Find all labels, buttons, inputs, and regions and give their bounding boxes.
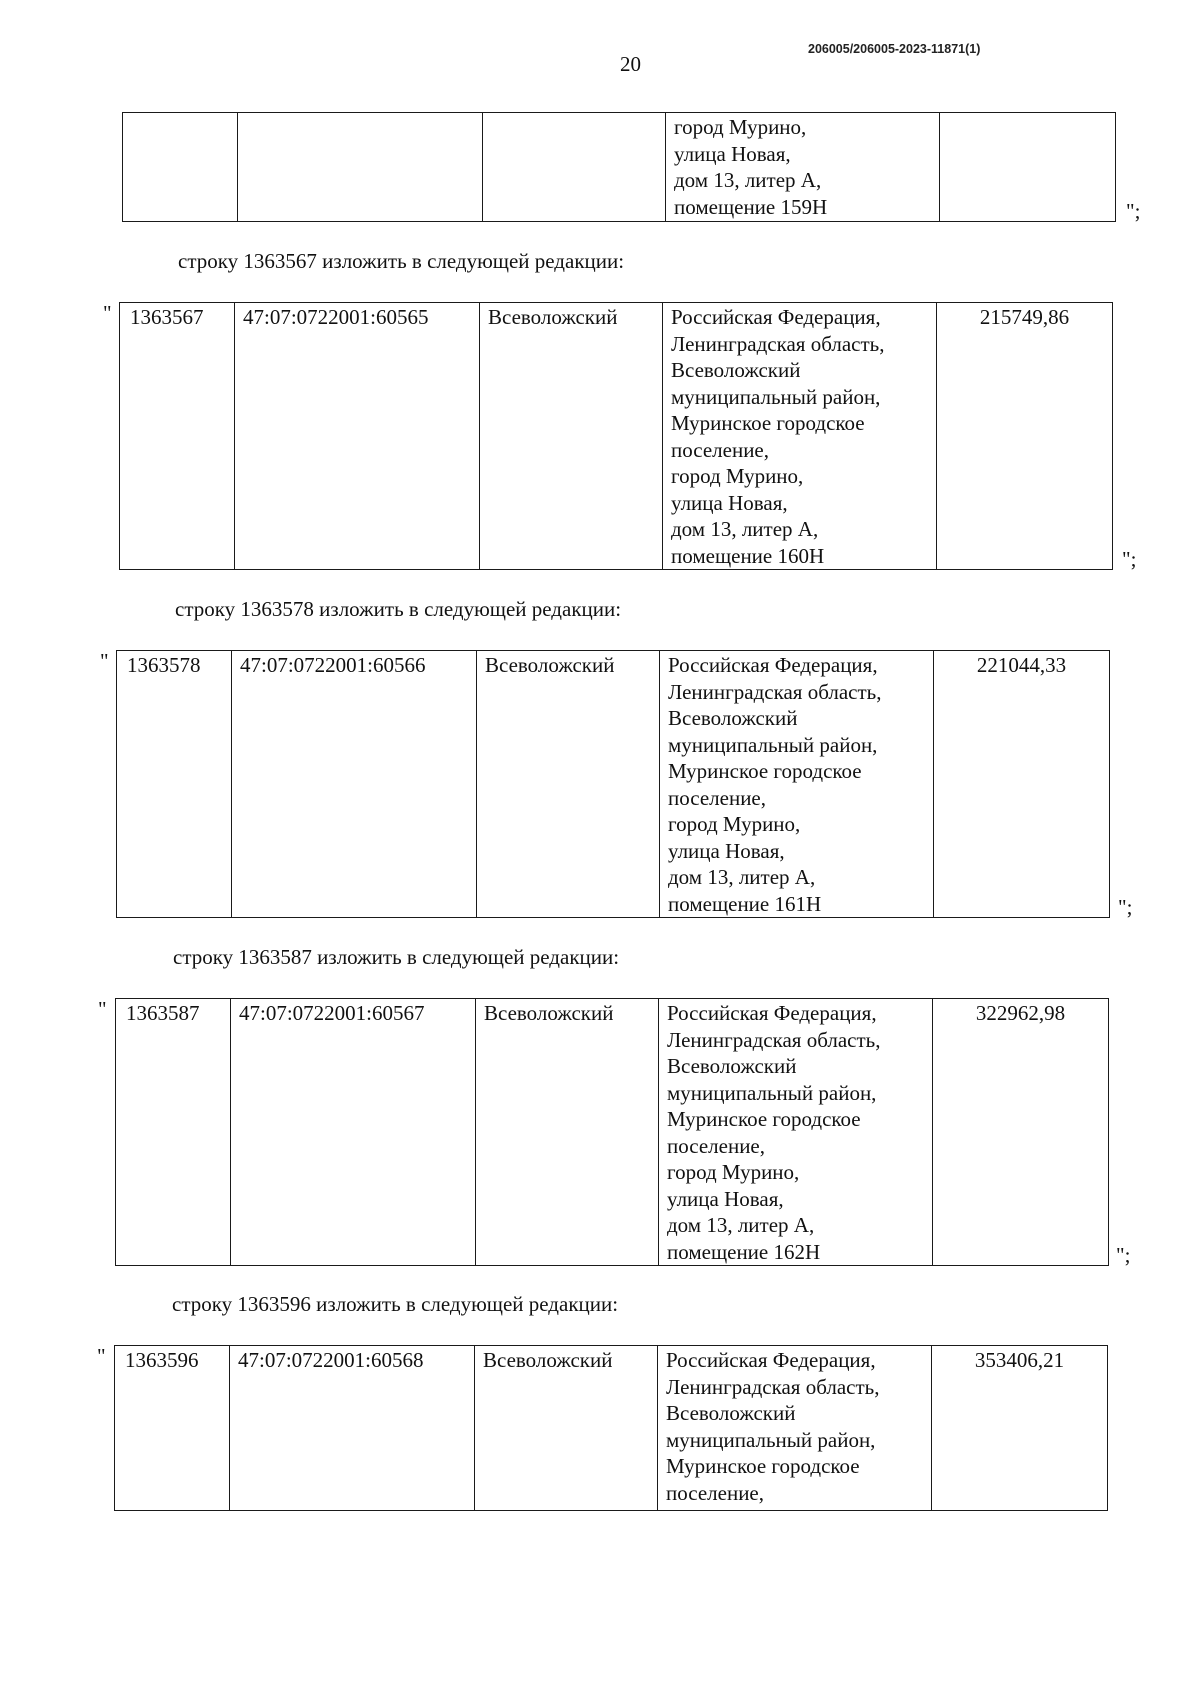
cadastral-number-cell xyxy=(238,113,483,222)
address-line: дом 13, литер А, xyxy=(668,865,816,889)
address-line: Муринское городское xyxy=(668,759,862,783)
document-id: 206005/206005-2023-11871(1) xyxy=(808,42,981,56)
address-line: город Мурино, xyxy=(674,115,807,139)
entry-table xyxy=(115,998,1109,1266)
address-line: улица Новая, xyxy=(671,490,788,515)
table-row xyxy=(116,999,1109,1266)
closing-quote: "; xyxy=(1126,199,1141,223)
address-line: Ленинградская область, xyxy=(667,1027,881,1052)
address-line: муниципальный район, xyxy=(666,1427,876,1452)
value-cell: 322962,98 xyxy=(933,999,1109,1266)
address-line: поселение, xyxy=(668,785,767,810)
address-line: муниципальный район, xyxy=(667,1080,877,1105)
address-line: помещение 162Н xyxy=(667,1239,821,1264)
opening-quote: " xyxy=(97,1344,106,1368)
address-line: Муринское городское xyxy=(671,411,865,435)
address-line: Муринское городское xyxy=(667,1107,861,1131)
district-cell: Всеволожский xyxy=(480,303,663,570)
instruction-text: строку 1363567 изложить в следующей редакции: xyxy=(178,249,625,273)
cadastral-number-cell: 47:07:0722001:60567 xyxy=(231,999,476,1266)
instruction-text: строку 1363587 изложить в следующей редакции: xyxy=(173,945,620,969)
address-line: Ленинградская область, xyxy=(666,1374,880,1399)
address-line: Всеволожский xyxy=(671,358,801,382)
district-cell: Всеволожский xyxy=(476,999,659,1266)
cadastral-number-cell: 47:07:0722001:60565 xyxy=(235,303,480,570)
table-row xyxy=(115,1346,1108,1511)
district-cell: Всеволожский xyxy=(477,651,660,918)
opening-quote: " xyxy=(100,649,109,673)
table-row xyxy=(117,651,1110,918)
page-number: 20 xyxy=(620,52,641,76)
address-line: улица Новая, xyxy=(668,838,785,863)
address-line: дом 13, литер А, xyxy=(671,517,819,541)
address-cell xyxy=(659,999,933,1266)
address-line: дом 13, литер А, xyxy=(667,1213,815,1237)
address-line: улица Новая, xyxy=(674,141,791,166)
value-cell xyxy=(940,113,1116,222)
address-line: Российская Федерация, xyxy=(671,305,881,329)
row-number-cell: 1363587 xyxy=(116,999,231,1266)
address-line: помещение 161Н xyxy=(668,891,822,916)
address-line: муниципальный район, xyxy=(671,384,881,409)
address-line: поселение, xyxy=(667,1133,766,1158)
district-cell xyxy=(483,113,666,222)
cadastral-number-cell: 47:07:0722001:60568 xyxy=(230,1346,475,1511)
address-line: улица Новая, xyxy=(667,1186,784,1211)
entry-table xyxy=(114,1345,1108,1511)
district-cell: Всеволожский xyxy=(475,1346,658,1511)
address-line: помещение 160Н xyxy=(671,543,825,568)
address-line: поселение, xyxy=(666,1480,765,1505)
value-cell: 215749,86 xyxy=(937,303,1113,570)
row-number-cell xyxy=(123,113,238,222)
table-row xyxy=(120,303,1113,570)
address-line: Всеволожский xyxy=(667,1054,797,1078)
address-line: Российская Федерация, xyxy=(668,653,878,677)
row-number-cell: 1363567 xyxy=(120,303,235,570)
value-cell: 221044,33 xyxy=(934,651,1110,918)
address-line: помещение 159Н xyxy=(674,194,828,219)
address-line: Муринское городское xyxy=(666,1454,860,1478)
closing-quote: "; xyxy=(1118,895,1133,919)
address-line: поселение, xyxy=(671,437,770,462)
opening-quote: " xyxy=(103,301,112,325)
address-line: город Мурино, xyxy=(667,1160,800,1184)
table-row xyxy=(123,113,1116,222)
row-number-cell: 1363596 xyxy=(115,1346,230,1511)
cadastral-number-cell: 47:07:0722001:60566 xyxy=(232,651,477,918)
instruction-text: строку 1363578 изложить в следующей редакции: xyxy=(175,597,622,621)
address-line: город Мурино, xyxy=(671,464,804,488)
address-line: город Мурино, xyxy=(668,812,801,836)
entry-table xyxy=(116,650,1110,918)
address-line: муниципальный район, xyxy=(668,732,878,757)
address-line: Российская Федерация, xyxy=(667,1001,877,1025)
closing-quote: "; xyxy=(1116,1243,1131,1267)
address-line: Ленинградская область, xyxy=(668,679,882,704)
address-line: дом 13, литер А, xyxy=(674,168,822,192)
entry-table xyxy=(119,302,1113,570)
row-number-cell: 1363578 xyxy=(117,651,232,918)
address-cell xyxy=(660,651,934,918)
address-cell xyxy=(663,303,937,570)
address-line: Всеволожский xyxy=(666,1401,796,1425)
address-line: Российская Федерация, xyxy=(666,1348,876,1372)
opening-quote: " xyxy=(98,997,107,1021)
address-cell xyxy=(658,1346,932,1511)
address-line: Всеволожский xyxy=(668,706,798,730)
closing-quote: "; xyxy=(1122,547,1137,571)
instruction-text: строку 1363596 изложить в следующей редакции: xyxy=(172,1292,619,1316)
value-cell: 353406,21 xyxy=(932,1346,1108,1511)
continuation-table xyxy=(122,112,1116,222)
address-line: Ленинградская область, xyxy=(671,331,885,356)
address-cell xyxy=(666,113,940,222)
